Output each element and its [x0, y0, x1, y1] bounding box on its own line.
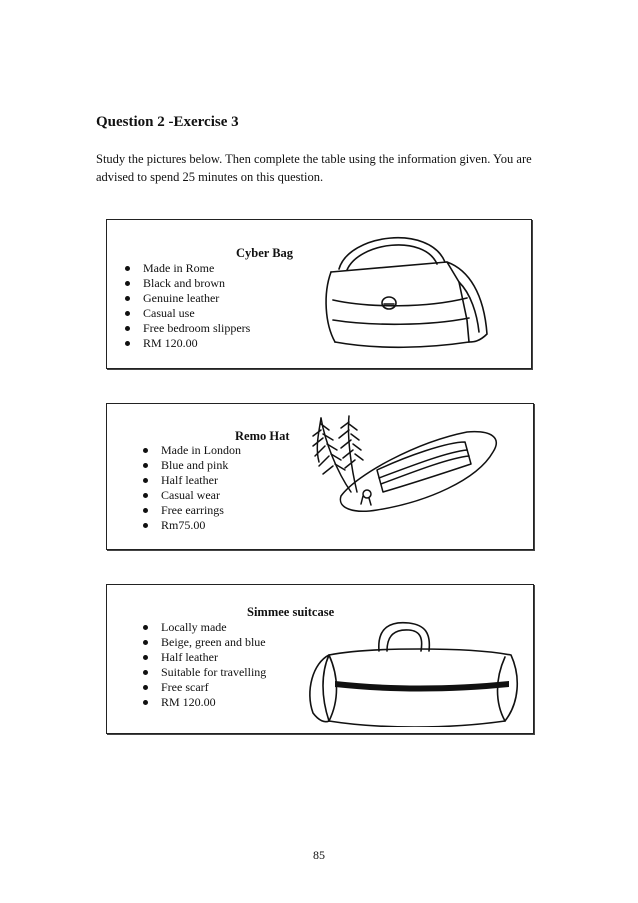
feature-item: Black and brown: [123, 276, 250, 291]
question-heading: Question 2 -Exercise 3: [96, 114, 239, 130]
feature-item: RM 120.00: [123, 336, 250, 351]
feathered-hat-illustration: [307, 412, 507, 542]
instructions-text: Study the pictures below. Then complete the table using the information given. You are advised to spend 25 minutes on this question.: [96, 152, 532, 184]
feature-item: Locally made: [141, 620, 266, 635]
feature-item: Rm75.00: [141, 518, 241, 533]
feature-item: Suitable for travelling: [141, 665, 266, 680]
feature-item: Free bedroom slippers: [123, 321, 250, 336]
product-card-simmee-suitcase: [106, 584, 534, 734]
product-card-cyber-bag: [106, 219, 532, 369]
product-name: Remo Hat: [235, 429, 290, 443]
product-name: Simmee suitcase: [247, 605, 335, 619]
feature-list: [141, 620, 266, 710]
feature-item: Free earrings: [141, 503, 241, 518]
page-number: 85: [313, 848, 325, 862]
handbag-illustration: [319, 224, 519, 364]
feature-item: Free scarf: [141, 680, 266, 695]
feature-item: Made in London: [141, 443, 241, 458]
feature-list: [141, 443, 241, 533]
product-card-remo-hat: [106, 403, 534, 550]
feature-list: [123, 261, 250, 351]
feature-item: Half leather: [141, 650, 266, 665]
feature-item: Half leather: [141, 473, 241, 488]
duffel-suitcase-illustration: [299, 617, 521, 727]
feature-item: RM 120.00: [141, 695, 266, 710]
feature-item: Genuine leather: [123, 291, 250, 306]
feature-item: Casual wear: [141, 488, 241, 503]
feature-item: Blue and pink: [141, 458, 241, 473]
product-name: Cyber Bag: [236, 246, 294, 260]
feature-item: Made in Rome: [123, 261, 250, 276]
feature-item: Casual use: [123, 306, 250, 321]
feature-item: Beige, green and blue: [141, 635, 266, 650]
